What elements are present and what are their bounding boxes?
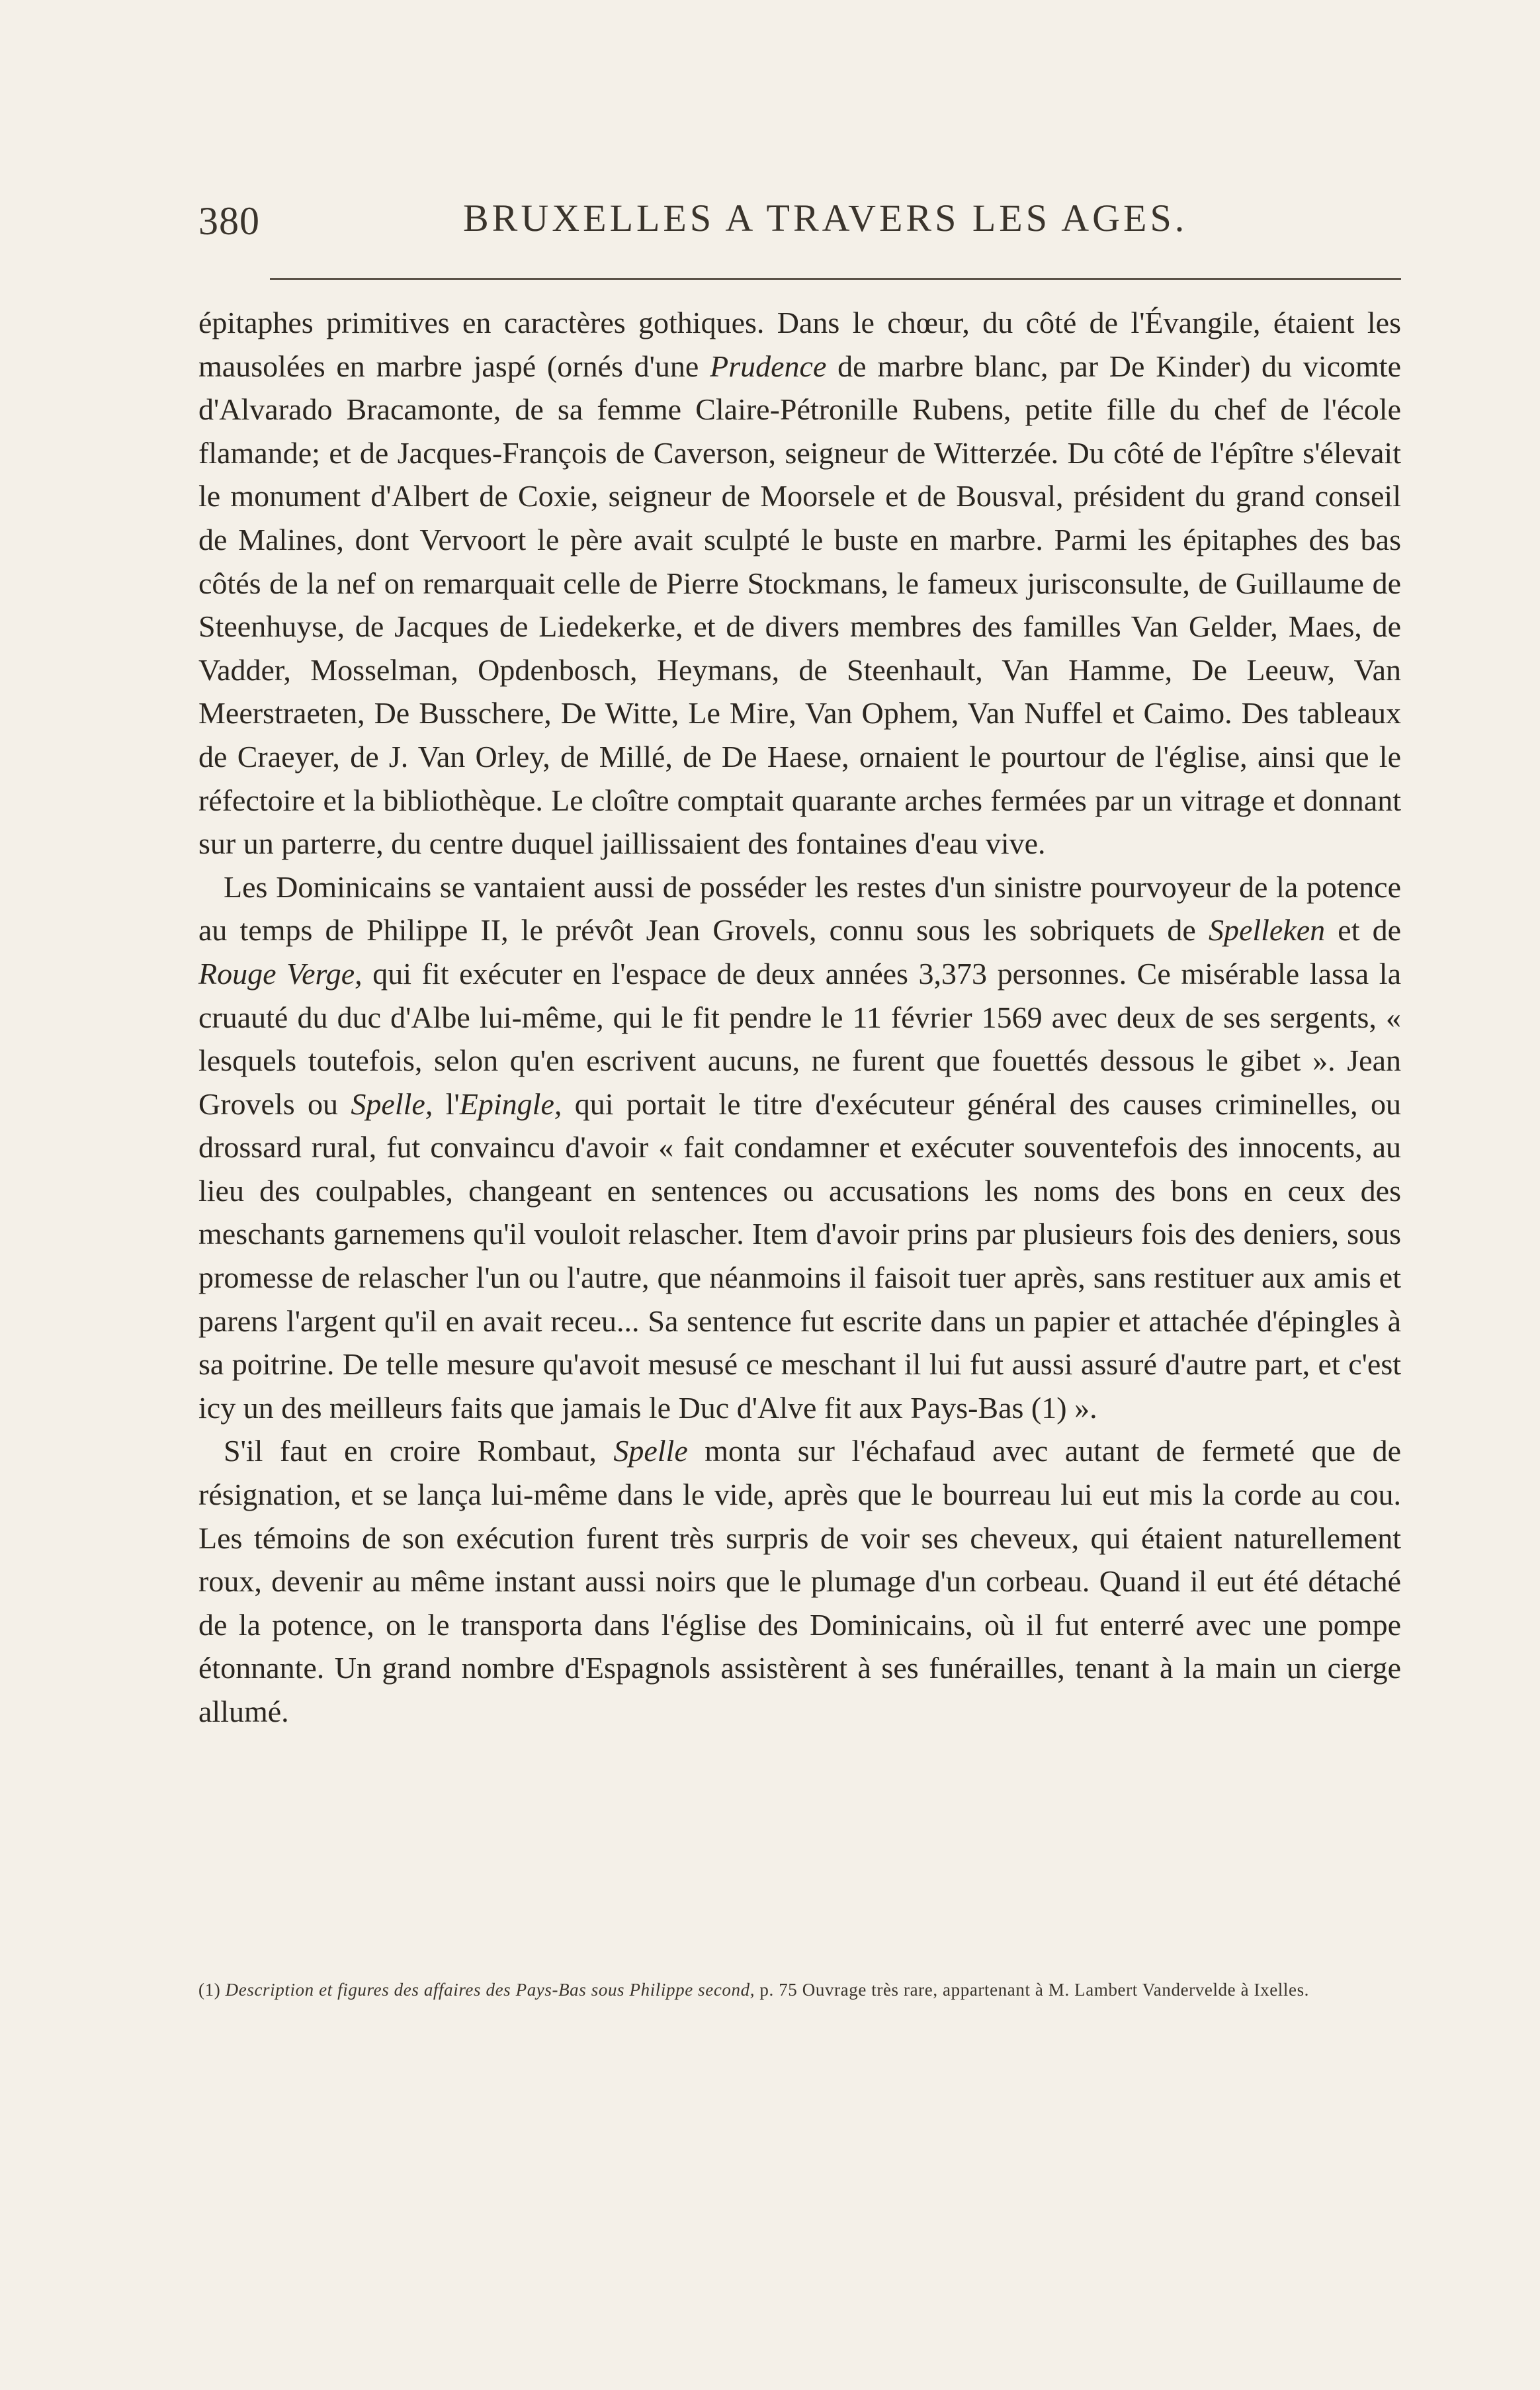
paragraph-3-text-b: monta sur l'échafaud avec autant de fermeté que de résignation, et se lança lui-même dans le vide, après que le bourreau lui eut mis la corde au cou. Les témoins de son exécution furent très surpris de voir ses cheveux, qui étaient naturellement roux, devenir au même instant aussi noirs que le plumage d'un corbeau. Quand il eut été détaché de la potence, on le transporta dans l'église des Dominicains, où il fut enterré avec une pompe étonnante. Un grand nombre d'Espagnols assistèrent à ses funérailles, tenant à la main un cierge allumé. <box>198 1434 1401 1728</box>
footnote-title: Description et figures des affaires des Pays-Bas sous Philippe second, <box>225 1980 755 2000</box>
paragraph-1-text-b: de marbre blanc, par De Kinder) du vicomte d'Alvarado Bracamonte, de sa femme Claire-Pétronille Rubens, petite fille du chef de l'école flamande; et de Jacques-François de Caverson, seigneur de Witterzée. Du côté de l'épître s'élevait le monument d'Albert de Coxie, seigneur de Moorsele et de Bousval, président du grand conseil de Malines, dont Vervoort le père avait sculpté le buste en marbre. Parmi les épitaphes des bas côtés de la nef on remarquait celle de Pierre Stockmans, le fameux jurisconsulte, de Guillaume de Steenhuyse, de Jacques de Liedekerke, et de divers membres des familles Van Gelder, Maes, de Vadder, Mosselman, Opdenbosch, Heymans, de Steenhault, Van Hamme, De Leeuw, Van Meerstraeten, De Busschere, De Witte, Le Mire, Van Ophem, Van Nuffel et Caimo. Des tableaux de Craeyer, de J. Van Orley, de Millé, de De Haese, ornaient le pourtour de l'église, ainsi que le réfectoire et la bibliothèque. Le cloître comptait quarante arches fermées par un vitrage et donnant sur un parterre, du centre duquel jaillissaient des fontaines d'eau vive. <box>198 349 1401 861</box>
paragraph-3-italic-spelle: Spelle <box>613 1434 688 1468</box>
footnote <box>198 1975 1401 2004</box>
footnote-text: p. 75 Ouvrage très rare, appartenant à M. Lambert Vandervelde à Ixelles. <box>755 1980 1310 2000</box>
paragraph-2-italic-spelleken: Spelleken <box>1208 913 1326 948</box>
paragraph-2-italic-spelle: Spelle, <box>351 1086 433 1121</box>
paragraph-2-italic-rouge-verge: Rouge Verge, <box>198 956 363 991</box>
paragraph-3 <box>198 1429 1401 1733</box>
footnote-marker: (1) <box>198 1980 221 2000</box>
paragraph-2-text-e: qui portait le titre d'exécuteur général des causes criminelles, ou drossard rural, fut convaincu d'avoir « fait condamner et exécuter souventefois des innocents, au lieu des coulpables, changeant en sentences ou accusations les noms des bons en ceux des meschants garnemens qu'il vouloit relascher. Item d'avoir prins par plusieurs fois des deniers, sous promesse de relascher l'un ou l'autre, que néanmoins il faisoit tuer après, sans restituer aux amis et parens l'argent qu'il en avait receu... Sa sentence fut escrite dans un papier et attachée d'épingles à sa poitrine. De telle mesure qu'avoit mesusé ce meschant il lui fut aussi assuré d'autre part, et c'est icy un des meilleurs faits que jamais le Duc d'Alve fit aux Pays-Bas (1) ». <box>198 1086 1402 1425</box>
body-text <box>198 301 1401 1734</box>
paragraph-3-text-a: S'il faut en croire Rombaut, <box>224 1434 614 1468</box>
paragraph-2 <box>198 865 1401 1430</box>
paragraph-1-text-a: épitaphes primitives en caractères gothiques. Dans le chœur, du côté de l'Évangile, étaient les mausolées en marbre jaspé (ornés d'une <box>198 306 1401 383</box>
paragraph-1-italic-prudence: Prudence <box>710 349 827 383</box>
paragraph-2-italic-epingle: Epingle, <box>459 1086 562 1121</box>
paragraph-1 <box>198 301 1401 865</box>
paragraph-2-text-b: et de <box>1325 913 1401 948</box>
paragraph-2-text-d: l' <box>433 1086 460 1121</box>
paragraph-2-text-c: qui fit exécuter en l'espace de deux années 3,373 personnes. Ce misérable lassa la cruauté du duc d'Albe lui-même, qui le fit pendre le 11 février 1569 avec deux de ses sergents, « lesquels toutefois, selon qu'en escrivent aucuns, ne furent que fouettés dessous le gibet ». Jean Grovels ou <box>198 956 1402 1121</box>
header-rule <box>270 278 1401 280</box>
page-number: 380 <box>198 199 260 243</box>
paragraph-2-text-a: Les Dominicains se vantaient aussi de posséder les restes d'un sinistre pourvoyeur de la potence au temps de Philippe II, le prévôt Jean Grovels, connu sous les sobriquets de <box>198 869 1401 948</box>
running-title: BRUXELLES A TRAVERS LES AGES. <box>463 197 1188 240</box>
